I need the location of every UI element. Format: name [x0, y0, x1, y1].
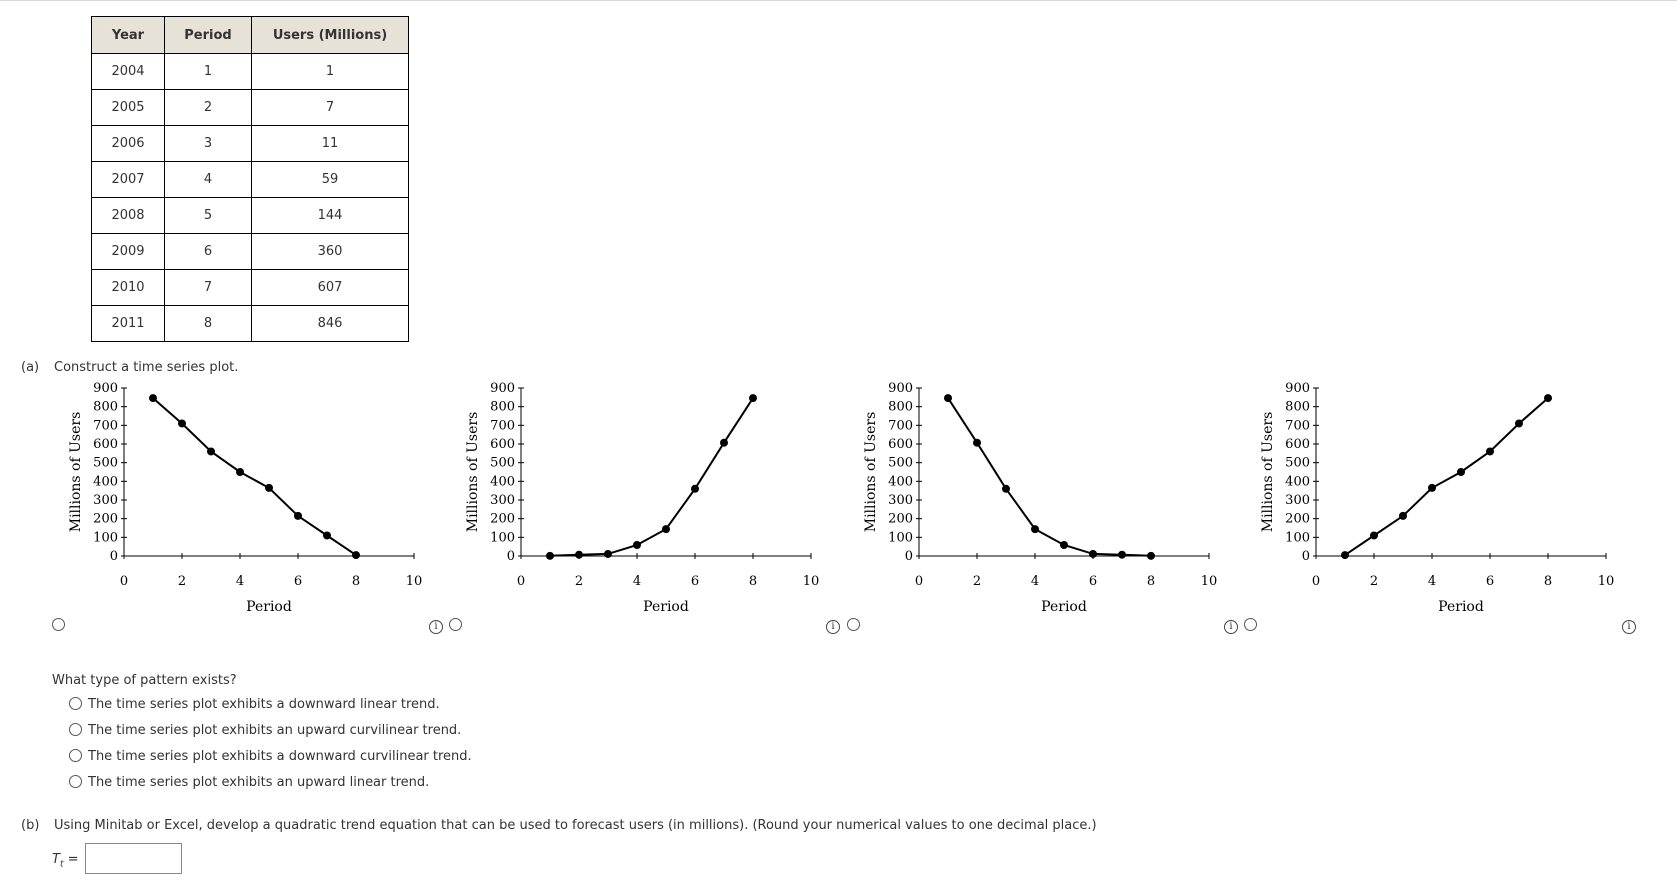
- data-point: [1031, 525, 1039, 533]
- y-tick-label: 400: [1285, 474, 1310, 490]
- data-point: [1399, 512, 1407, 520]
- x-tick-label: 2: [972, 574, 982, 589]
- year-cell: 2005: [92, 90, 165, 126]
- y-tick-label: 800: [490, 399, 515, 415]
- x-tick-label: 8: [1543, 574, 1553, 589]
- data-point: [323, 531, 331, 539]
- y-tick-label: 300: [490, 493, 515, 508]
- trend-symbol: T: [52, 852, 60, 867]
- users-cell: 846: [252, 306, 409, 342]
- pattern-option-downward-curvilinear[interactable]: [69, 749, 472, 765]
- data-point: [633, 541, 641, 549]
- pattern-option-downward-linear[interactable]: [69, 697, 440, 713]
- x-tick-label: 0: [516, 574, 526, 589]
- x-tick-label: 0: [1311, 574, 1321, 589]
- y-tick-label: 800: [1285, 399, 1310, 415]
- y-tick-label: 500: [888, 455, 913, 471]
- users-cell: 144: [252, 198, 409, 234]
- period-cell: 3: [165, 126, 252, 162]
- y-tick-label: 300: [888, 493, 913, 508]
- y-axis-label: Millions of Users: [863, 411, 879, 533]
- series-line: [550, 398, 753, 556]
- y-tick-label: 700: [93, 418, 118, 434]
- y-tick-label: 700: [888, 418, 913, 434]
- x-tick-label: 10: [1597, 574, 1615, 589]
- table-row: [92, 198, 409, 234]
- series-line: [948, 398, 1151, 556]
- y-tick-label: 800: [888, 399, 913, 415]
- year-cell: 2006: [92, 126, 165, 162]
- time-series-plot-option-3: [855, 380, 1225, 620]
- table-header-row: [92, 17, 409, 54]
- y-axis-label: Millions of Users: [1260, 411, 1276, 533]
- data-point: [604, 550, 612, 558]
- y-tick-label: 600: [490, 437, 515, 452]
- y-tick-label: 200: [1285, 511, 1310, 527]
- table-row: [92, 126, 409, 162]
- users-cell: 11: [252, 126, 409, 162]
- pattern-option-radio[interactable]: [69, 697, 82, 710]
- y-tick-label: 900: [93, 381, 118, 396]
- y-tick-label: 600: [888, 437, 913, 452]
- x-axis-label: Period: [1438, 599, 1484, 615]
- data-point: [575, 551, 583, 559]
- data-point: [973, 439, 981, 447]
- y-tick-label: 900: [888, 381, 913, 396]
- trend-subscript: t: [59, 859, 64, 870]
- x-axis-label: Period: [246, 599, 292, 615]
- y-tick-label: 800: [93, 399, 118, 415]
- equals-sign: =: [67, 852, 79, 867]
- data-point: [294, 512, 302, 520]
- y-tick-label: 400: [490, 474, 515, 490]
- table-row: [92, 270, 409, 306]
- y-tick-label: 300: [1285, 493, 1310, 508]
- x-tick-label: 8: [1146, 574, 1156, 589]
- year-cell: 2008: [92, 198, 165, 234]
- y-tick-label: 200: [490, 511, 515, 527]
- y-tick-label: 600: [1285, 437, 1310, 452]
- data-point: [1370, 531, 1378, 539]
- users-cell: 607: [252, 270, 409, 306]
- year-cell: 2011: [92, 306, 165, 342]
- data-point: [1486, 447, 1494, 455]
- part-a-text: Construct a time series plot.: [54, 360, 239, 375]
- table-row: [92, 54, 409, 90]
- y-tick-label: 700: [1285, 418, 1310, 434]
- x-tick-label: 4: [1427, 574, 1437, 589]
- part-b-prompt: [21, 818, 1097, 833]
- table-row: [92, 162, 409, 198]
- period-cell: 7: [165, 270, 252, 306]
- period-cell: 4: [165, 162, 252, 198]
- data-point: [546, 552, 554, 560]
- y-tick-label: 100: [490, 530, 515, 546]
- users-cell: 360: [252, 234, 409, 270]
- data-point: [236, 468, 244, 476]
- data-point: [749, 394, 757, 402]
- pattern-option-radio[interactable]: [69, 749, 82, 762]
- year-cell: 2004: [92, 54, 165, 90]
- x-tick-label: 0: [914, 574, 924, 589]
- data-point: [944, 394, 952, 402]
- x-tick-label: 6: [690, 574, 700, 589]
- year-cell: 2007: [92, 162, 165, 198]
- period-cell: 1: [165, 54, 252, 90]
- y-tick-label: 0: [109, 549, 118, 564]
- part-a-prompt: [21, 360, 238, 375]
- pattern-option-label: The time series plot exhibits an upward curvilinear trend.: [88, 723, 462, 738]
- data-point: [207, 447, 215, 455]
- y-tick-label: 100: [93, 530, 118, 546]
- y-tick-label: 200: [93, 511, 118, 527]
- plot-option-2-info-icon[interactable]: i: [826, 620, 840, 634]
- data-point: [1089, 550, 1097, 558]
- data-point: [1147, 552, 1155, 560]
- y-tick-label: 500: [93, 455, 118, 471]
- y-tick-label: 600: [93, 437, 118, 452]
- x-axis-label: Period: [1041, 599, 1087, 615]
- plot-option-3-info-icon[interactable]: i: [1224, 620, 1238, 634]
- trend-equation-input[interactable]: [85, 843, 182, 874]
- year-cell: 2009: [92, 234, 165, 270]
- pattern-option-upward-linear[interactable]: [69, 775, 429, 791]
- pattern-option-label: The time series plot exhibits an upward linear trend.: [88, 775, 430, 790]
- plot-option-4-info-icon[interactable]: i: [1622, 620, 1636, 634]
- data-point: [720, 439, 728, 447]
- plot-option-2-radio[interactable]: [449, 618, 462, 631]
- y-tick-label: 200: [888, 511, 913, 527]
- x-tick-label: 6: [1485, 574, 1495, 589]
- time-series-plot-option-2: [457, 380, 827, 620]
- x-tick-label: 10: [1200, 574, 1218, 589]
- data-point: [178, 419, 186, 427]
- data-point: [1060, 541, 1068, 549]
- data-point: [1428, 484, 1436, 492]
- y-tick-label: 0: [506, 549, 515, 564]
- x-tick-label: 4: [235, 574, 245, 589]
- period-cell: 2: [165, 90, 252, 126]
- data-point: [1341, 551, 1349, 559]
- plot-option-1-info-icon[interactable]: i: [429, 620, 443, 634]
- data-point: [662, 525, 670, 533]
- y-tick-label: 900: [1285, 381, 1310, 396]
- y-tick-label: 900: [490, 381, 515, 396]
- users-data-table: [91, 16, 409, 342]
- pattern-option-radio[interactable]: [69, 775, 82, 788]
- trend-equation-label: [52, 852, 79, 870]
- pattern-option-upward-curvilinear[interactable]: [69, 723, 461, 739]
- data-point: [352, 551, 360, 559]
- column-header-users: Users (Millions): [252, 17, 409, 54]
- data-point: [1515, 419, 1523, 427]
- x-tick-label: 8: [351, 574, 361, 589]
- y-tick-label: 400: [888, 474, 913, 490]
- data-point: [691, 485, 699, 493]
- table-row: [92, 90, 409, 126]
- y-tick-label: 100: [888, 530, 913, 546]
- x-tick-label: 2: [1369, 574, 1379, 589]
- time-series-plot-option-4: [1252, 380, 1622, 620]
- table-row: [92, 234, 409, 270]
- data-point: [1457, 468, 1465, 476]
- x-axis-label: Period: [643, 599, 689, 615]
- y-tick-label: 0: [904, 549, 913, 564]
- pattern-option-label: The time series plot exhibits a downward curvilinear trend.: [88, 749, 472, 764]
- x-tick-label: 4: [632, 574, 642, 589]
- time-series-plot-option-1: [60, 380, 430, 620]
- x-tick-label: 2: [574, 574, 584, 589]
- y-tick-label: 100: [1285, 530, 1310, 546]
- y-tick-label: 500: [490, 455, 515, 471]
- x-tick-label: 2: [177, 574, 187, 589]
- period-cell: 5: [165, 198, 252, 234]
- x-tick-label: 4: [1030, 574, 1040, 589]
- y-tick-label: 700: [490, 418, 515, 434]
- users-cell: 7: [252, 90, 409, 126]
- column-header-period: Period: [165, 17, 252, 54]
- year-cell: 2010: [92, 270, 165, 306]
- x-tick-label: 8: [748, 574, 758, 589]
- top-divider: [0, 0, 1677, 1]
- part-b-letter: (b): [21, 818, 40, 833]
- data-point: [1544, 394, 1552, 402]
- data-point: [1002, 485, 1010, 493]
- x-tick-label: 0: [119, 574, 129, 589]
- period-cell: 6: [165, 234, 252, 270]
- y-axis-label: Millions of Users: [465, 411, 481, 533]
- table-row: [92, 306, 409, 342]
- plot-option-3-radio[interactable]: [847, 618, 860, 631]
- users-cell: 1: [252, 54, 409, 90]
- y-tick-label: 0: [1301, 549, 1310, 564]
- pattern-question: What type of pattern exists?: [52, 673, 237, 688]
- part-b-text: Using Minitab or Excel, develop a quadratic trend equation that can be used to forecast users (in millions). (Round your numerical values to one decimal place.): [54, 818, 1097, 833]
- y-tick-label: 300: [93, 493, 118, 508]
- users-cell: 59: [252, 162, 409, 198]
- pattern-option-label: The time series plot exhibits a downward linear trend.: [88, 697, 440, 712]
- pattern-option-radio[interactable]: [69, 723, 82, 736]
- x-tick-label: 10: [802, 574, 820, 589]
- x-tick-label: 6: [293, 574, 303, 589]
- x-tick-label: 6: [1088, 574, 1098, 589]
- y-tick-label: 400: [93, 474, 118, 490]
- period-cell: 8: [165, 306, 252, 342]
- data-point: [265, 484, 273, 492]
- x-tick-label: 10: [405, 574, 423, 589]
- data-point: [149, 394, 157, 402]
- y-tick-label: 500: [1285, 455, 1310, 471]
- plot-option-1-radio[interactable]: [52, 618, 65, 631]
- column-header-year: Year: [92, 17, 165, 54]
- plot-option-4-radio[interactable]: [1244, 618, 1257, 631]
- y-axis-label: Millions of Users: [68, 411, 84, 533]
- part-a-letter: (a): [21, 360, 40, 375]
- data-point: [1118, 551, 1126, 559]
